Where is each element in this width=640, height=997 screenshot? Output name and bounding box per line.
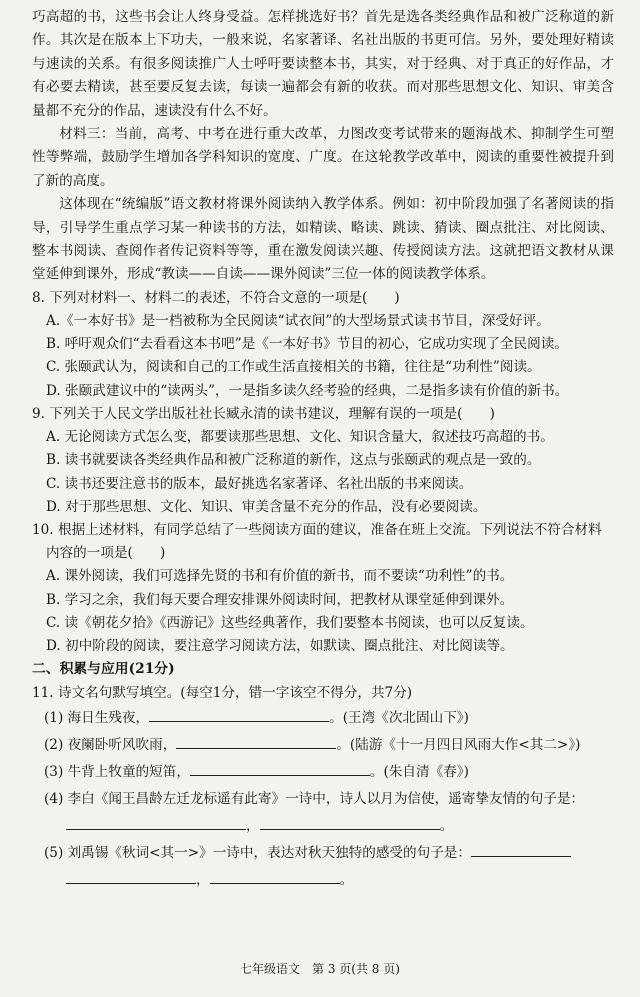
question-9-option-b: B. 读书就要读各类经典作品和被广泛称道的新作，这点与张颐武的观点是一致的。 [46,452,541,469]
question-11-item-4: (4) 李白《闻王昌龄左迁龙标遥有此寄》一诗中，诗人以月为信使，遥寄挚友情的句子是： [44,790,585,807]
question-11-item-5: (5) 刘禹锡《秋词<其一>》一诗中，表达对秋天独特的感受的句子是： [44,840,614,867]
question-10-option-b: B. 学习之余，我们每天要合理安排课外阅读时间，把教材从课堂延伸到课外。 [46,591,514,608]
question-8-option-c: C. 张颐武认为，阅读和自己的工作或生活直接相关的书籍，往往是“功利性”阅读。 [46,359,541,376]
answer-blank[interactable] [471,842,571,857]
question-10 [32,519,614,658]
answer-blank[interactable] [66,815,246,830]
passage-paragraph-1: 巧高超的书，这些书会让人终身受益。怎样挑选好书？首先是选各类经典作品和被广泛称道的新作。其次是在版本上下功夫，一般来说，名家著译、名社出版的书更可信。另外，要处理好精读与速读的关系。有很多阅读推广人士呼吁要读整本书，其实，对于经典、对于真正的好作品，才有必要去精读，甚至要反复去读，每读一遍都会有新的收获。而对那些思想文化、知识、审美含量都不充分的作品，速读没有什么不好。 [32,9,614,119]
answer-blank[interactable] [260,815,440,830]
question-8-option-b: B. 呼吁观众们“去看看这本书吧”是《一本好书》节目的初心，它成功实现了全民阅读。 [46,336,568,353]
question-11-item-5-answer: ， 。 [66,867,614,894]
question-8-option-d: D. 张颐武建议中的“读两头”，一是指多读久经考验的经典，二是指多读有价值的新书。 [46,382,569,399]
question-9-option-a: A. 无论阅读方式怎么变，都要读那些思想、文化、知识含量大，叙述技巧高超的书。 [46,429,554,446]
passage-paragraph-3: 这体现在“统编版”语文教材将课外阅读纳入教学体系。例如：初中阶段加强了名著阅读的指导，引导学生重点学习某一种读书的方法，如精读、略读、跳读、猜读、圈点批注、对比阅读、整本书阅读、查阅作者传记资料等等，重在激发阅读兴趣、传授阅读方法。这就把语文教材从课堂延伸到课外，形成“教读——自读——课外阅读”三位一体的阅读教学体系。 [32,196,614,283]
question-8-stem: 8. 下列对材料一、材料二的表述，不符合文意的一项是( ) [32,289,400,306]
answer-blank[interactable] [210,869,340,884]
question-8 [32,287,614,403]
question-10-option-c: C. 读《朝花夕拾》《西游记》这些经典著作，我们要整本书阅读，也可以反复读。 [46,614,534,631]
question-11-item-2: (2) 夜阑卧听风吹雨， 。(陆游《十一月四日风雨大作<其二>》) [44,732,614,759]
question-11-stem: 11. 诗文名句默写填空。(每空1分，错一字该空不得分，共7分) [32,684,413,701]
answer-blank[interactable] [176,734,336,749]
page-footer: 七年级语文 第 3 页(共 8 页) [240,962,400,976]
question-9-option-c: C. 读书还要注意书的版本，最好挑选名家著译、名社出版的书来阅读。 [46,475,473,492]
question-9 [32,403,614,519]
question-10-option-d: D. 初中阶段的阅读，要注意学习阅读方法，如默读、圈点批注、对比阅读等。 [46,637,514,654]
question-10-stem: 10. 根据上述材料，有同学总结了一些阅读方面的建议，准备在班上交流。下列说法不符合材料内容的一项是( ) [32,521,602,562]
question-8-option-a: A.《一本好书》是一档被称为全民阅读“试衣间”的大型场景式读书节目，深受好评。 [46,313,550,330]
answer-blank[interactable] [66,869,196,884]
question-11-item-3: (3) 牛背上牧童的短笛， 。(朱自清《春》) [44,759,614,786]
answer-blank[interactable] [190,761,370,776]
answer-blank[interactable] [149,707,329,722]
section-heading: 二、积累与应用(21分) [32,661,175,678]
material-three-paragraph: 材料三：当前，高考、中考在进行重大改革，力图改变考试带来的题海战术、抑制学生可塑性等弊端，鼓励学生增加各学科知识的宽度、广度。在这轮教学改革中，阅读的重要性被提升到了新的高度。 [32,126,614,189]
question-10-option-a: A. 课外阅读，我们可选择先贤的书和有价值的新书，而不要读“功利性”的书。 [46,568,514,585]
question-9-option-d: D. 对于那些思想、文化、知识、审美含量不充分的作品，没有必要阅读。 [46,498,487,515]
question-11 [32,682,614,894]
question-11-item-4-answer: ， 。 [66,813,614,840]
question-11-item-1: (1) 海日生残夜， 。(王湾《次北固山下》) [44,705,614,732]
question-9-stem: 9. 下列关于人民文学出版社社长臧永清的读书建议，理解有误的一项是( ) [32,405,495,422]
